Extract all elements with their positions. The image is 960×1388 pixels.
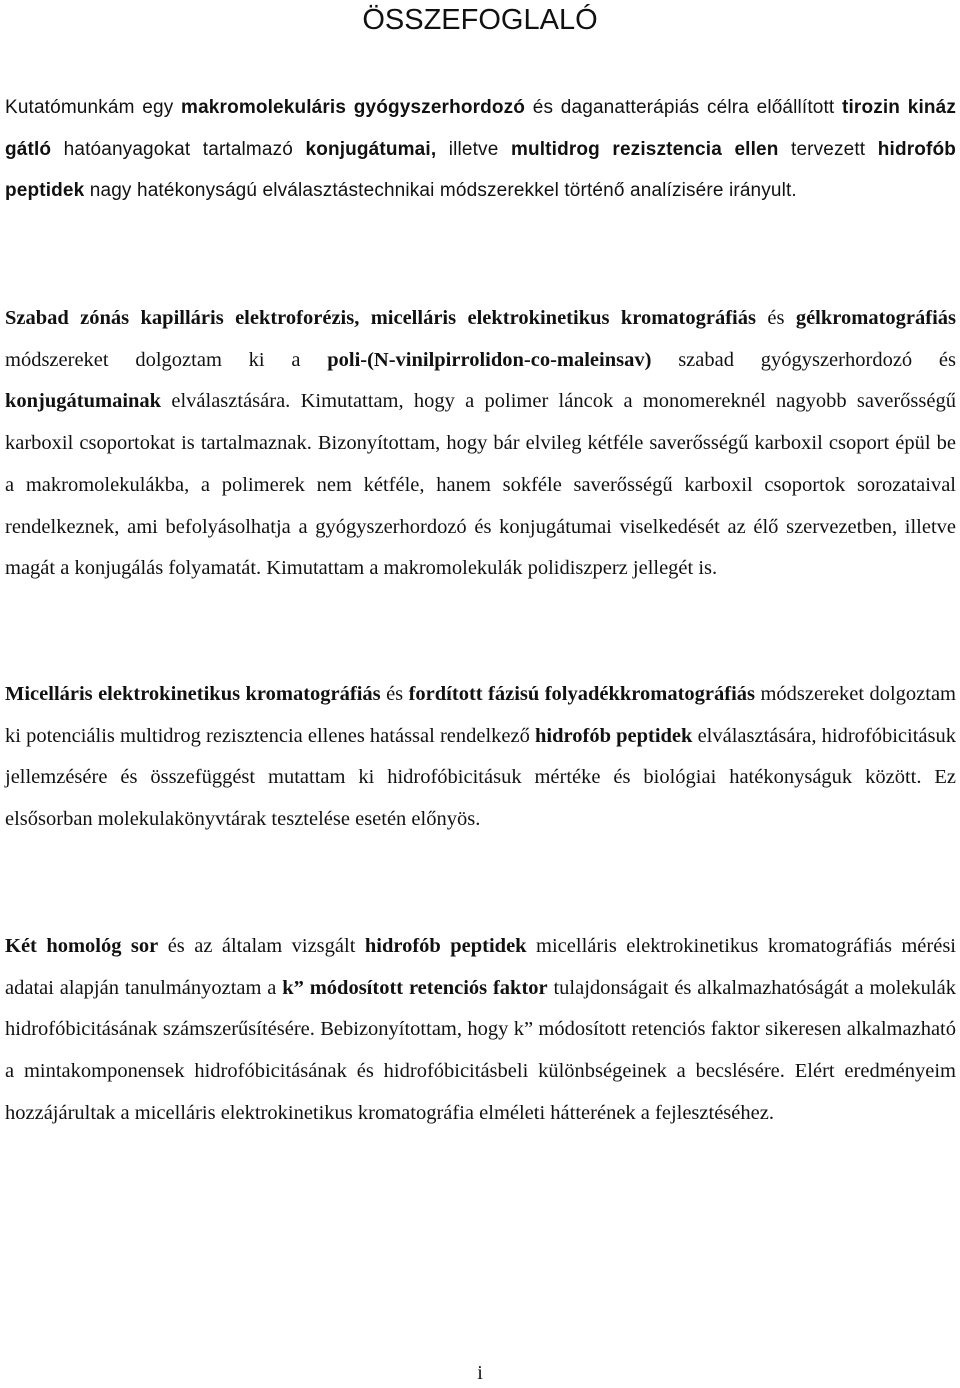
text-run: elválasztására. Kimutattam, hogy a polimer láncok a monomereknél nagyobb saverősségű karboxil csoportokat is tartalmaznak. Bizonyítottam, hogy bár elvileg kétféle saverősségű karboxil csoport épül be a makromolekulákba, a polimerek nem kétféle, hanem sokféle saverősségű karboxil csoportok sorozataival rendelkeznek, ami befolyásolhatja a gyógyszerhordozó és konjugátumai viselkedését az élő szervezetben, illetve magát a konjugálás folyamatát. Kimutattam a makromolekulák polidiszperz jellegét is.: [5, 390, 956, 580]
emphasized-text: konjugátumai,: [305, 138, 437, 160]
text-run: és: [380, 683, 409, 705]
text-run: hatóanyagokat tartalmazó: [51, 138, 306, 160]
paragraph-2: [5, 298, 956, 590]
emphasized-text: tirozin kináz gátló: [5, 97, 957, 160]
text-run: és daganatterápiás célra előállított: [525, 97, 843, 118]
page-number: i: [477, 1362, 483, 1384]
emphasized-text: hidrofób peptidek: [5, 138, 956, 202]
text-run: tulajdonságait és alkalmazhatóságát a molekulák hidrofóbicitásának számszerűsítésére. Bebizonyítottam, hogy k” módosított retenciós faktor sikeresen alkalmazható a mintakomponensek hidrofóbicitásának és hidrofóbicitásbeli különbségeinek a becslésére. Elért eredményeim hozzájárultak a micelláris elektrokinetikus kromatográfia elméleti hátterének a fejlesztéséhez.: [5, 976, 956, 1124]
text-run: tervezett: [778, 138, 878, 160]
emphasized-text: k” módosított retenciós faktor: [282, 976, 548, 999]
paragraph-4: [5, 926, 956, 1135]
emphasized-text: poli-(N-vinilpirrolidon-co-maleinsav): [327, 348, 652, 371]
emphasized-text: makromolekuláris gyógyszerhordozó: [181, 97, 526, 118]
text-run: és: [755, 307, 796, 329]
emphasized-text: Két homológ sor: [5, 935, 159, 957]
text-run: elválasztására, hidrofóbicitásuk jellemzésére és összefüggést mutattam ki hidrofóbicitásuk mértéke és biológiai hatékonyságuk között. Ez elsősorban molekulakönyvtárak tesztelése esetén előnyös.: [5, 724, 957, 831]
paragraph-1: [5, 87, 956, 212]
emphasized-text: Micelláris elektrokinetikus kromatográfiás: [5, 683, 381, 705]
text-run: szabad gyógyszerhordozó és: [651, 348, 956, 371]
text-run: micelláris elektrokinetikus kromatográfiás mérési adatai alapján tanulmányoztam a: [5, 935, 957, 999]
text-run: nagy hatékonyságú elválasztástechnikai módszerekkel történő analízisére irányult.: [84, 180, 797, 202]
emphasized-text: Szabad zónás kapilláris elektroforézis, micelláris elektrokinetikus kromatográfiás: [5, 307, 756, 329]
emphasized-text: hidrofób peptidek: [535, 724, 693, 747]
text-run: módszereket dolgoztam ki a: [5, 348, 328, 371]
emphasized-text: hidrofób peptidek: [364, 935, 527, 957]
text-run: módszereket dolgoztam ki potenciális multidrog rezisztencia ellenes hatással rendelkező: [5, 683, 956, 747]
emphasized-text: fordított fázisú folyadékkromatográfiás: [408, 683, 756, 705]
paragraph-3: [5, 674, 956, 841]
text-run: illetve: [436, 138, 511, 160]
page-title: ÖSSZEFOGLALÓ: [362, 4, 598, 36]
text-run: Kutatómunkám egy: [5, 97, 182, 118]
emphasized-text: multidrog rezisztencia ellen: [510, 138, 779, 160]
emphasized-text: gélkromatográfiás: [795, 307, 956, 329]
text-run: és az általam vizsgált: [158, 935, 365, 957]
emphasized-text: konjugátumainak: [5, 390, 162, 413]
